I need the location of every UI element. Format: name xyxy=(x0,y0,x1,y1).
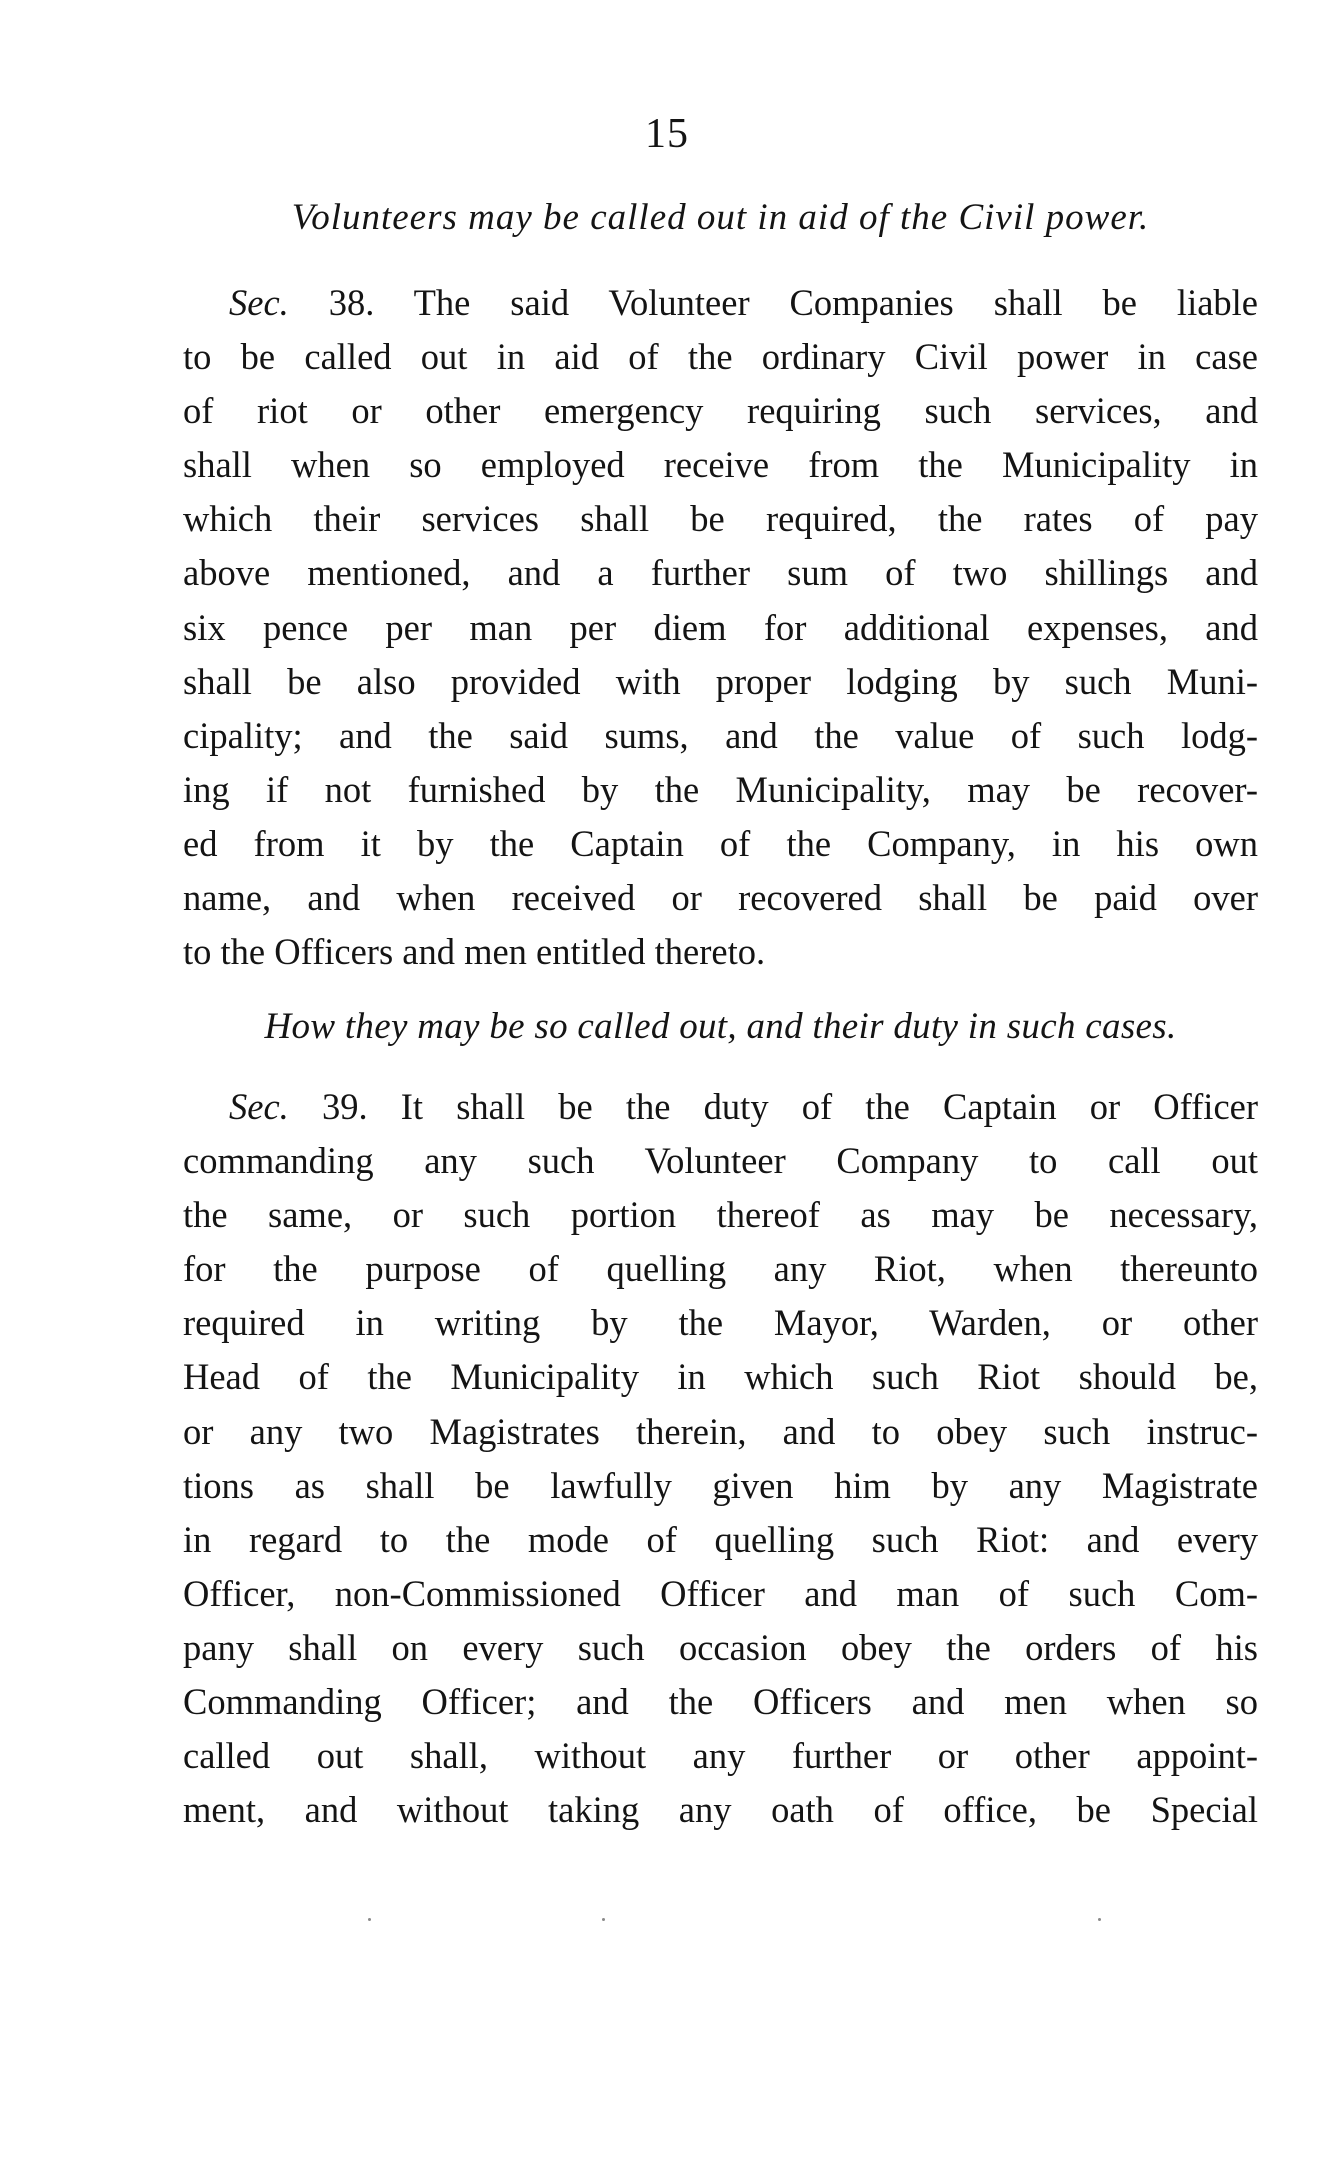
section-38-line: to the Officers and men entitled thereto. xyxy=(183,931,766,973)
section-39-heading: How they may be so called out, and their duty in such cases. xyxy=(264,1006,1177,1047)
section-39-line: pany shall on every such occasion obey the orders of his xyxy=(183,1626,1258,1668)
section-38-line: ing if not furnished by the Municipality, may be recover- xyxy=(183,768,1258,810)
section-39-number: 39. xyxy=(321,1086,368,1127)
section-38-line: shall when so employed receive from the Municipality in xyxy=(183,444,1258,486)
section-39-body xyxy=(183,1080,1258,1837)
section-38-line: name, and when received or recovered shall be paid over xyxy=(183,877,1258,919)
section-38-line: which their services shall be required, the rates of pay xyxy=(183,498,1258,540)
section-38-number: 38. xyxy=(328,282,375,323)
section-38-line-1 xyxy=(183,276,1258,330)
section-38-heading: Volunteers may be called out in aid of the Civil power. xyxy=(291,197,1150,238)
section-39-line: the same, or such portion thereof as may be necessary, xyxy=(183,1194,1258,1236)
section-39-line: Head of the Municipality in which such Riot should be, xyxy=(183,1356,1258,1398)
section-39-label: Sec. xyxy=(229,1086,289,1127)
section-39-line: in regard to the mode of quelling such Riot: and every xyxy=(183,1518,1258,1560)
section-39-line: ment, and without taking any oath of office, be Special xyxy=(183,1789,1258,1831)
section-39-line-text: It shall be the duty of the Captain or Officer xyxy=(400,1086,1259,1127)
section-39-line: required in writing by the Mayor, Warden, or other xyxy=(183,1302,1258,1344)
section-38-line: shall be also provided with proper lodging by such Muni- xyxy=(183,660,1258,702)
page-number: 15 xyxy=(645,111,689,157)
section-39-line-1 xyxy=(183,1080,1258,1134)
print-speck xyxy=(368,1918,371,1921)
section-38-body xyxy=(183,276,1258,979)
section-39-line: Commanding Officer; and the Officers and men when so xyxy=(183,1681,1258,1723)
section-38-line: cipality; and the said sums, and the value of such lodg- xyxy=(183,714,1258,756)
section-39-line: commanding any such Volunteer Company to call out xyxy=(183,1140,1258,1182)
section-38-line: ed from it by the Captain of the Company, in his own xyxy=(183,822,1258,864)
print-speck xyxy=(602,1918,605,1921)
section-39-line: for the purpose of quelling any Riot, when thereunto xyxy=(183,1248,1258,1290)
section-39-line: Officer, non-Commissioned Officer and man of such Com- xyxy=(183,1572,1258,1614)
section-38-line: to be called out in aid of the ordinary Civil power in case xyxy=(183,336,1258,378)
section-38-line: above mentioned, and a further sum of two shillings and xyxy=(183,552,1258,594)
section-39-line: called out shall, without any further or other appoint- xyxy=(183,1735,1258,1777)
print-speck xyxy=(1098,1918,1101,1921)
section-38-line: six pence per man per diem for additional expenses, and xyxy=(183,606,1258,648)
section-38-label: Sec. xyxy=(229,282,289,323)
section-38-line-text: The said Volunteer Companies shall be liable xyxy=(413,282,1259,323)
print-specks xyxy=(0,1918,1334,1938)
section-39-line: tions as shall be lawfully given him by any Magistrate xyxy=(183,1464,1258,1506)
section-39-line: or any two Magistrates therein, and to obey such instruc- xyxy=(183,1410,1258,1452)
section-38-line: of riot or other emergency requiring such services, and xyxy=(183,390,1258,432)
